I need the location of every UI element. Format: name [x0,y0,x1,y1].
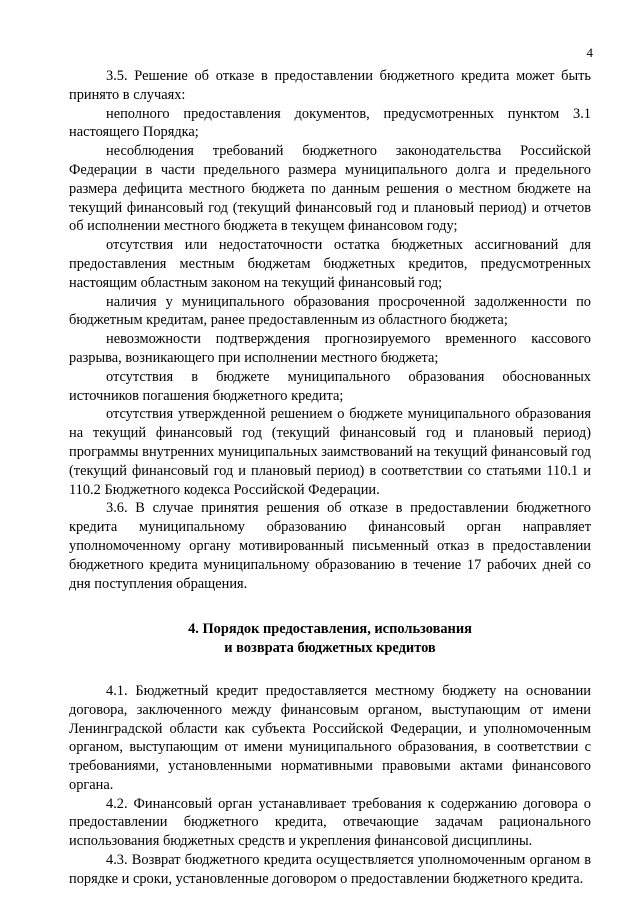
list-item-cash-gap-unconfirmed: невозможности подтверждения прогнозируемого временного кассового разрыва, возникающего при исполнении местного бюджета; [69,331,591,366]
list-item-no-repayment-sources: отсутствия в бюджете муниципального образования обоснованных источников погашения бюджетного кредита; [69,368,591,404]
list-item-budget-law-violation: несоблюдения требований бюджетного законодательства Российской Федерации в части предельного размера муниципального долга и предельного размера дефицита местного бюджета по данным решения о местном бюджете на текущий финансовый год (текущий финансовый год и плановый период) и отчетов об исполнении местного бюджета в текущем финансовом году; [69,143,591,235]
paragraph-4-2: 4.2. Финансовый орган устанавливает требования к содержанию договора о предоставлении бюджетного кредита, отвечающие задачам рационального использования бюджетных средств и укрепления финансовой дисциплины. [69,795,591,850]
section-4-heading [69,620,591,658]
document-body [69,67,591,889]
paragraph-3-6: 3.6. В случае принятия решения об отказе в предоставлении бюджетного кредита муниципальному образованию финансовый орган направляет уполномоченному органу мотивированный письменный отказ в предоставлении бюджетного кредита муниципальному образованию в течение 17 рабочих дней со дня поступления обращения. [69,500,591,592]
list-item-insufficient-allocations: отсутствия или недостаточности остатка бюджетных ассигнований для предоставления местным бюджетам бюджетных кредитов, предусмотренных настоящим областным законом на текущий финансовый год; [69,237,591,291]
list-item-no-borrowing-program: отсутствия утвержденной решением о бюджете муниципального образования на текущий финансовый год (текущий финансовый год и плановый период) программы внутренних муниципальных заимствований на текущий финансовый год (текущий финансовый год и плановый период) в соответствии со статьями 110.1 и 110.2 Бюджетного кодекса Российской Федерации. [69,406,591,498]
paragraph-4-3: 4.3. Возврат бюджетного кредита осуществляется уполномоченным органом в порядке и сроки, установленные договором о предоставлении бюджетного кредита. [69,852,591,887]
list-item-overdue-debt: наличия у муниципального образования просроченной задолженности по бюджетным кредитам, ранее предоставленным из областного бюджета; [69,293,591,329]
page-number: 4 [586,45,593,60]
paragraph-3-5: 3.5. Решение об отказе в предоставлении бюджетного кредита может быть принято в случаях: [69,68,591,103]
section-4-heading-line1: 4. Порядок предоставления, использования [188,621,472,638]
paragraph-4-1: 4.1. Бюджетный кредит предоставляется местному бюджету на основании договора, заключенного между финансовым органом, выступающим от имени Ленинградской области как субъекта Российской Федерации, и уполномоченным органом, выступающим от имени муниципального образования, в соответствии с требованиями, установленными нормативными правовыми актами финансового органа. [69,682,591,793]
section-4-heading-line2: и возврата бюджетных кредитов [224,640,436,657]
list-item-incomplete-documents: неполного предоставления документов, предусмотренных пунктом 3.1 настоящего Порядка; [69,105,591,141]
